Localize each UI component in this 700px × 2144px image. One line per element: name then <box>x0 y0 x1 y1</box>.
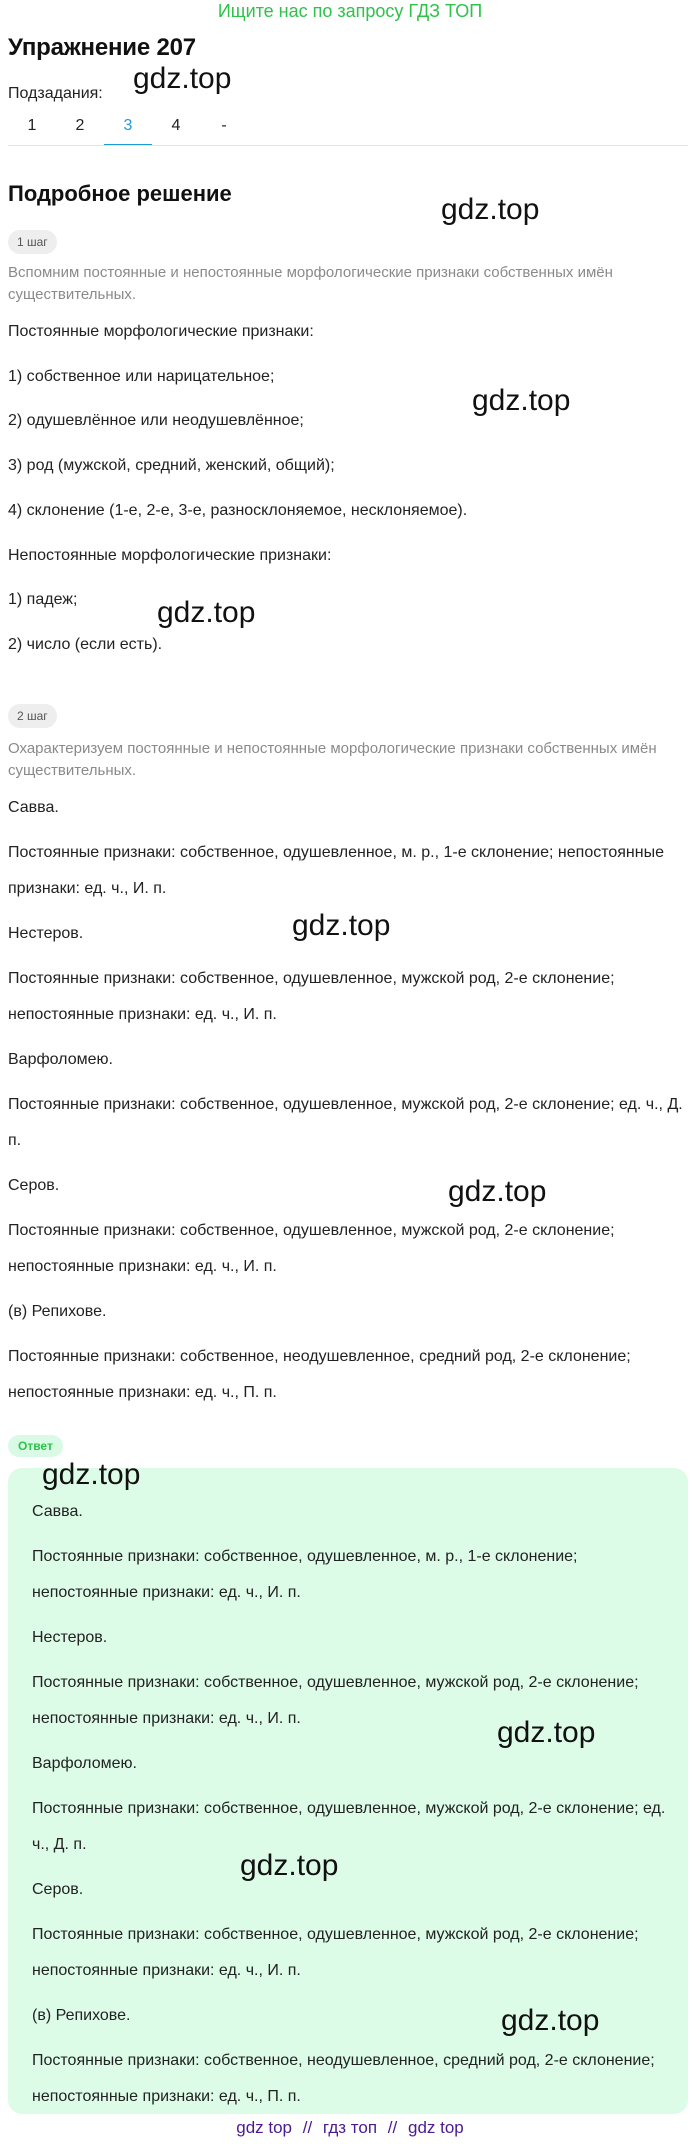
answer-badge: Ответ <box>8 1435 63 1457</box>
solution-line: 1) падеж; <box>8 591 78 608</box>
section-title: Подробное решение <box>8 181 232 206</box>
subtask-tabs <box>8 112 248 146</box>
solution-line: Савва. <box>8 799 59 816</box>
solution-line: Серов. <box>8 1177 60 1194</box>
tab-subtask-more[interactable]: - <box>221 117 227 134</box>
answer-line: Варфоломею. <box>32 1755 137 1772</box>
search-promo-link[interactable]: Ищите нас по запросу ГДЗ ТОП <box>217 1 483 21</box>
answer-paragraph: Постоянные признаки: собственное, неодушевленное, средний род, 2-е склонение; непостоянные признаки: ед. ч., П. п. <box>32 2052 655 2105</box>
answer-line: (в) Репихове. <box>32 2007 131 2024</box>
solution-paragraph: Постоянные признаки: собственное, одушевленное, мужской род, 2-е склонение; ед. ч., Д. п. <box>8 1096 683 1149</box>
watermark: gdz.top <box>497 1716 596 1749</box>
footer-separator: // <box>387 2118 398 2137</box>
watermark: gdz.top <box>133 62 232 95</box>
tab-subtask-2[interactable]: 2 <box>75 117 85 134</box>
solution-line: 2) одушевлённое или неодушевлённое; <box>8 412 304 429</box>
watermark: gdz.top <box>42 1458 141 1491</box>
solution-line: Непостоянные морфологические признаки: <box>8 547 332 564</box>
footer-separator: // <box>302 2118 313 2137</box>
answer-paragraph: Постоянные признаки: собственное, одушевленное, мужской род, 2-е склонение; ед. ч., Д. п. <box>32 1800 666 1853</box>
answer-paragraph: Постоянные признаки: собственное, одушевленное, м. р., 1-е склонение; непостоянные признаки: ед. ч., И. п. <box>32 1548 578 1601</box>
solution-paragraph: Постоянные признаки: собственное, одушевленное, мужской род, 2-е склонение; непостоянные признаки: ед. ч., И. п. <box>8 970 615 1023</box>
watermark: gdz.top <box>292 909 391 942</box>
watermark: gdz.top <box>448 1175 547 1208</box>
tab-subtask-3[interactable]: 3 <box>104 112 152 146</box>
solution-line: Постоянные морфологические признаки: <box>8 323 314 340</box>
answer-paragraph: Постоянные признаки: собственное, одушевленное, мужской род, 2-е склонение; непостоянные признаки: ед. ч., И. п. <box>32 1926 639 1979</box>
solution-paragraph: Постоянные признаки: собственное, одушевленное, мужской род, 2-е склонение; непостоянные признаки: ед. ч., И. п. <box>8 1222 615 1275</box>
step-hint: Вспомним постоянные и непостоянные морфологические признаки собственных имён существительных. <box>8 264 613 303</box>
solution-line: 3) род (мужской, средний, женский, общий); <box>8 457 335 474</box>
answer-line: Серов. <box>32 1881 84 1898</box>
footer-links <box>0 2118 700 2138</box>
solution-line: Варфоломею. <box>8 1051 113 1068</box>
answer-paragraph: Постоянные признаки: собственное, одушевленное, мужской род, 2-е склонение; непостоянные признаки: ед. ч., И. п. <box>32 1674 639 1727</box>
watermark: gdz.top <box>157 596 256 629</box>
step-hint: Охарактеризуем постоянные и непостоянные морфологические признаки собственных имён существительных. <box>8 740 657 779</box>
watermark: gdz.top <box>472 384 571 417</box>
watermark: gdz.top <box>240 1849 339 1882</box>
solution-line: 2) число (если есть). <box>8 636 163 653</box>
step-badge: 2 шаг <box>8 704 57 728</box>
solution-line: 1) собственное или нарицательное; <box>8 368 275 385</box>
exercise-title: Упражнение 207 <box>8 34 196 61</box>
answer-line: Савва. <box>32 1503 83 1520</box>
step-badge: 1 шаг <box>8 230 57 254</box>
solution-paragraph: Постоянные признаки: собственное, неодушевленное, средний род, 2-е склонение; непостоянные признаки: ед. ч., П. п. <box>8 1348 631 1401</box>
footer-link[interactable]: gdz top <box>236 2118 292 2137</box>
tabs-divider <box>8 145 688 146</box>
solution-line: 4) склонение (1-е, 2-е, 3-е, разносклоняемое, несклоняемое). <box>8 502 468 519</box>
tab-subtask-4[interactable]: 4 <box>171 117 181 134</box>
watermark: gdz.top <box>441 193 540 226</box>
footer-link[interactable]: гдз топ <box>322 2118 378 2137</box>
solution-paragraph: Постоянные признаки: собственное, одушевленное, м. р., 1-е склонение; непостоянные признаки: ед. ч., И. п. <box>8 844 664 897</box>
answer-line: Нестеров. <box>32 1629 108 1646</box>
footer-link[interactable]: gdz top <box>407 2118 464 2137</box>
tab-subtask-1[interactable]: 1 <box>27 117 37 134</box>
watermark: gdz.top <box>501 2004 600 2037</box>
subtasks-label: Подзадания: <box>8 85 103 102</box>
solution-line: (в) Репихове. <box>8 1303 107 1320</box>
solution-line: Нестеров. <box>8 925 84 942</box>
